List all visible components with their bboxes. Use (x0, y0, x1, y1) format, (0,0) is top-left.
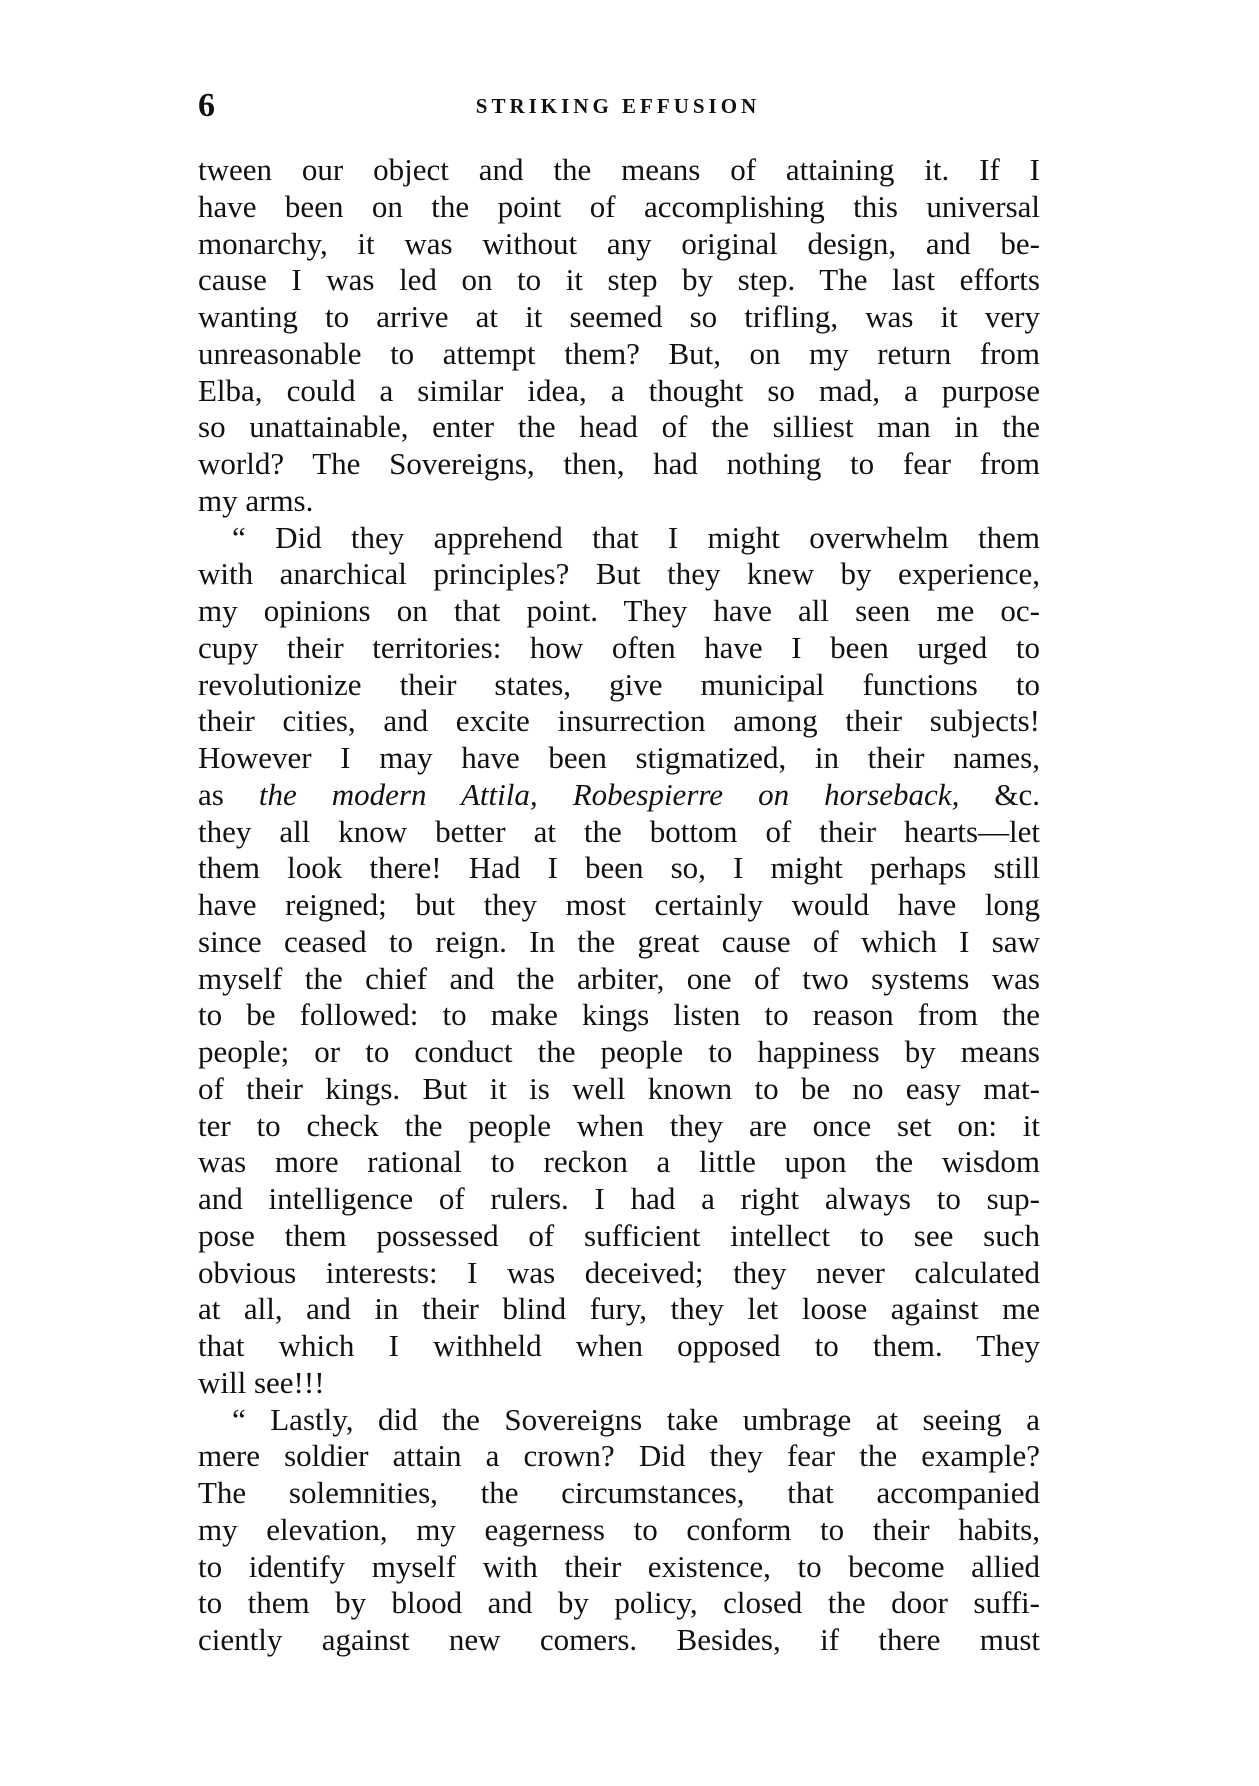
text-line: cause I was led on to it step by step. The last efforts (198, 262, 1040, 298)
text-line: with anarchical principles? But they knew by experience, (198, 556, 1040, 592)
text-line: was more rational to reckon a little upon the wisdom (198, 1144, 1040, 1180)
text-run: as (198, 776, 259, 812)
text-line: The solemnities, the circumstances, that accompanied (198, 1475, 1040, 1510)
text-line: world? The Sovereigns, then, had nothing to fear from (198, 446, 1040, 481)
text-line (198, 777, 1040, 814)
text-line: will see!!! (198, 1364, 325, 1400)
text-line: tween our object and the means of attaining it. If I (198, 152, 1040, 187)
running-head: STRIKING EFFUSION (475, 94, 761, 118)
text-line: people; or to conduct the people to happiness by means (198, 1034, 1040, 1069)
italic-phrase: the modern Attila, Robespierre on horseback, (258, 776, 960, 812)
text-run: &c. (959, 776, 1041, 812)
text-line: ter to check the people when they are once set on: it (198, 1107, 1040, 1143)
text-line: obvious interests: I was deceived; they never calculated (198, 1254, 1040, 1290)
text-line: my opinions on that point. They have all seen me oc- (198, 593, 1040, 628)
text-line: “ Lastly, did the Sovereigns take umbrage at seeing a (232, 1401, 1040, 1437)
text-line: to them by blood and by policy, closed the door suffi- (198, 1585, 1040, 1621)
text-line: Elba, could a similar idea, a thought so mad, a purpose (198, 372, 1040, 408)
body-text (198, 152, 1040, 1659)
paragraph (198, 520, 1040, 1402)
paragraph (198, 1402, 1040, 1659)
text-line: wanting to arrive at it seemed so trifling, was it very (198, 299, 1040, 334)
text-line: them look there! Had I been so, I might perhaps still (198, 850, 1040, 886)
text-line: at all, and in their blind fury, they let loose against me (198, 1291, 1040, 1327)
paragraph (198, 152, 1040, 520)
text-line: and intelligence of rulers. I had a right always to sup- (198, 1181, 1040, 1216)
text-line: to identify myself with their existence, to become allied (198, 1548, 1040, 1584)
text-line: mere soldier attain a crown? Did they fear the example? (198, 1438, 1040, 1474)
text-line: unreasonable to attempt them? But, on my return from (198, 335, 1040, 371)
text-line: pose them possessed of sufficient intellect to see such (198, 1217, 1040, 1253)
text-line: my elevation, my eagerness to conform to their habits, (198, 1511, 1040, 1547)
text-line: they all know better at the bottom of their hearts—let (198, 813, 1040, 849)
text-line: cupy their territories: how often have I been urged to (198, 629, 1040, 665)
text-line: of their kings. But it is well known to be no easy mat- (198, 1070, 1040, 1106)
text-line: myself the chief and the arbiter, one of two systems was (198, 960, 1040, 996)
text-line: so unattainable, enter the head of the silliest man in the (198, 409, 1040, 445)
text-line: have reigned; but they most certainly would have long (198, 887, 1040, 922)
text-line: ciently against new comers. Besides, if there must (198, 1622, 1040, 1657)
text-line: that which I withheld when opposed to them. They (198, 1328, 1040, 1363)
text-line: However I may have been stigmatized, in their names, (198, 740, 1040, 775)
text-line: monarchy, it was without any original design, and be- (198, 225, 1040, 261)
text-line: their cities, and excite insurrection among their subjects! (198, 703, 1040, 739)
page-number: 6 (198, 87, 215, 124)
text-line: since ceased to reign. In the great cause of which I saw (198, 923, 1040, 959)
text-line: my arms. (198, 482, 314, 518)
text-line: “ Did they apprehend that I might overwhelm them (232, 519, 1040, 555)
text-line: to be followed: to make kings listen to reason from the (198, 997, 1040, 1033)
text-line: revolutionize their states, give municipal functions to (198, 666, 1040, 702)
page-header (198, 86, 1038, 126)
text-line: have been on the point of accomplishing this universal (198, 188, 1040, 224)
